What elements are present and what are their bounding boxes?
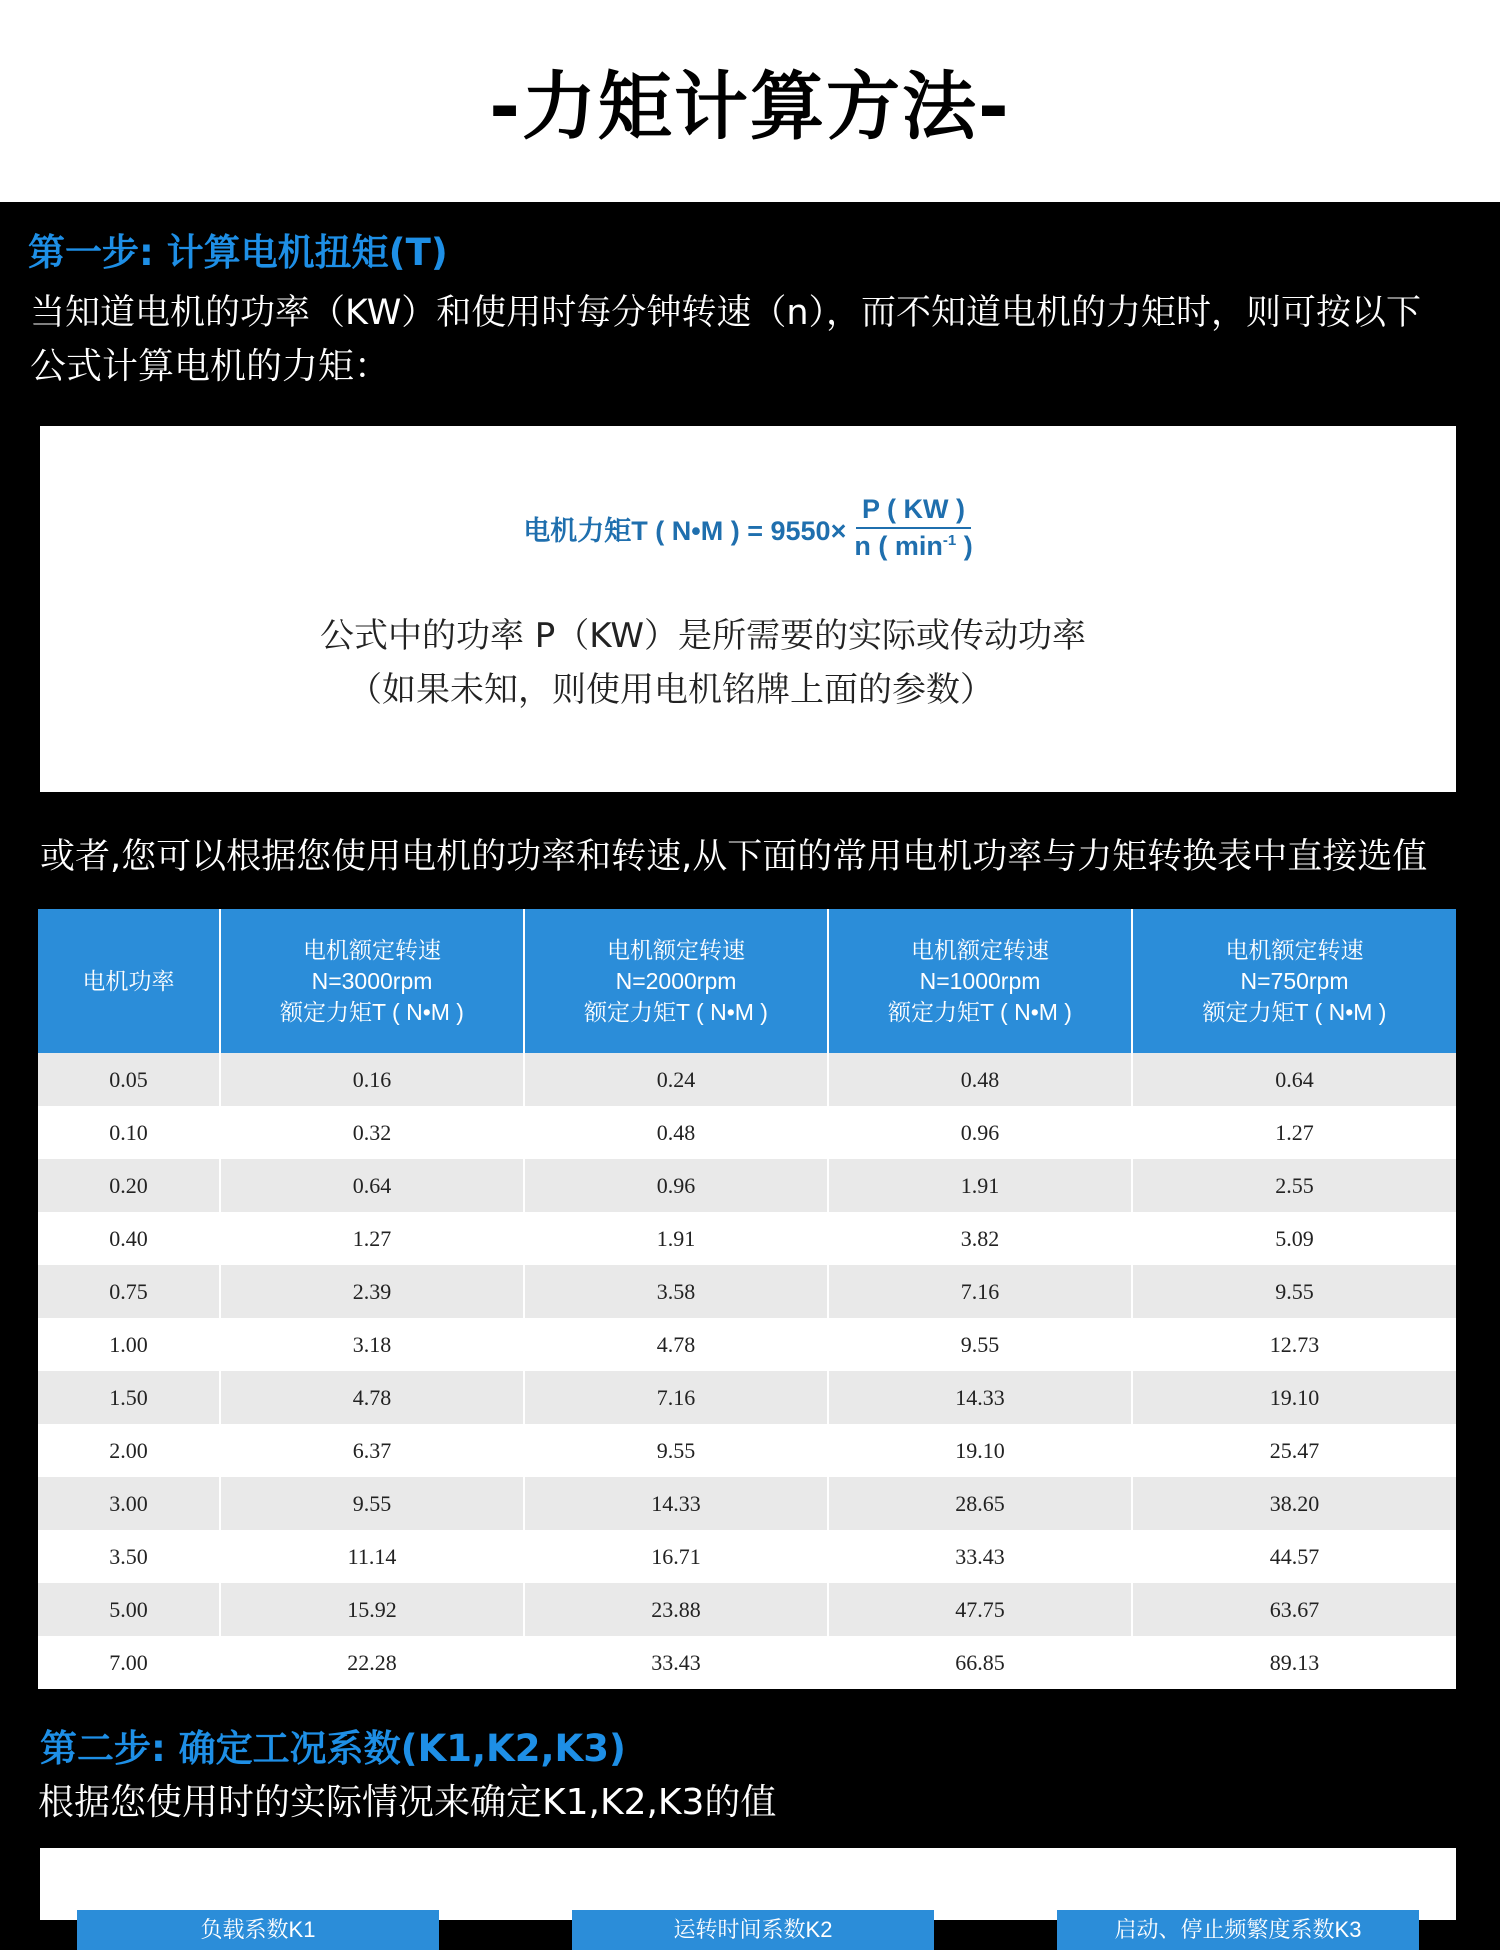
table-cell: 7.00 — [38, 1636, 220, 1689]
formula-fraction — [854, 494, 972, 562]
torque-table — [38, 909, 1456, 1673]
step2-title: 第二步: 确定工况系数(K1,K2,K3) — [40, 1727, 626, 1770]
table-row — [38, 1106, 1456, 1159]
table-cell: 0.16 — [220, 1053, 524, 1106]
table-cell: 9.55 — [220, 1477, 524, 1530]
table-cell: 23.88 — [524, 1583, 828, 1636]
table-cell: 16.71 — [524, 1530, 828, 1583]
formula-lhs: 电机力矩T ( N•M ) = 9550× — [523, 515, 847, 546]
table-cell: 3.82 — [828, 1212, 1132, 1265]
table-row — [38, 1583, 1456, 1636]
table-cell: 33.43 — [524, 1636, 828, 1689]
table-row — [38, 1159, 1456, 1212]
table-cell: 66.85 — [828, 1636, 1132, 1689]
table-row — [38, 1212, 1456, 1265]
header-1000rpm: 电机额定转速 N=1000rpm 额定力矩T ( N•M ) — [828, 909, 1132, 1053]
table-cell: 15.92 — [220, 1583, 524, 1636]
table-cell: 9.55 — [524, 1424, 828, 1477]
table-cell: 3.58 — [524, 1265, 828, 1318]
table-cell: 2.00 — [38, 1424, 220, 1477]
formula-den-exponent: -1 — [942, 532, 957, 549]
table-row — [38, 1424, 1456, 1477]
table-cell: 1.50 — [38, 1371, 220, 1424]
table-cell: 1.91 — [828, 1159, 1132, 1212]
table-cell: 14.33 — [524, 1477, 828, 1530]
formula-note-line1: 公式中的功率 P（KW）是所需要的实际或传动功率 — [320, 616, 1087, 656]
table-cell: 0.96 — [524, 1159, 828, 1212]
table-cell: 9.55 — [828, 1318, 1132, 1371]
table-cell: 0.75 — [38, 1265, 220, 1318]
table-cell: 6.37 — [220, 1424, 524, 1477]
table-cell: 19.10 — [1132, 1371, 1456, 1424]
formula-den-close: ) — [956, 531, 973, 561]
table-cell: 3.50 — [38, 1530, 220, 1583]
step1-intro-line2: 公式计算电机的力矩： — [30, 346, 391, 387]
table-cell: 0.48 — [524, 1106, 828, 1159]
table-cell: 0.64 — [1132, 1053, 1456, 1106]
table-cell: 0.05 — [38, 1053, 220, 1106]
table-cell: 0.20 — [38, 1159, 220, 1212]
table-cell: 5.09 — [1132, 1212, 1456, 1265]
table-cell: 19.10 — [828, 1424, 1132, 1477]
table-cell: 3.18 — [220, 1318, 524, 1371]
alt-selection-text: 或者,您可以根据您使用电机的功率和转速,从下面的常用电机功率与力矩转换表中直接选值 — [40, 837, 1428, 877]
table-cell: 47.75 — [828, 1583, 1132, 1636]
table-cell: 22.28 — [220, 1636, 524, 1689]
step1-title: 第一步: 计算电机扭矩(T) — [28, 231, 448, 274]
table-cell: 2.39 — [220, 1265, 524, 1318]
table-cell: 0.24 — [524, 1053, 828, 1106]
table-cell: 0.32 — [220, 1106, 524, 1159]
formula-numerator: P ( KW ) — [856, 494, 971, 529]
k1-label: 负载系数K1 — [77, 1910, 439, 1950]
k2-label: 运转时间系数K2 — [572, 1910, 934, 1950]
header-750rpm: 电机额定转速 N=750rpm 额定力矩T ( N•M ) — [1132, 909, 1456, 1053]
table-row — [38, 1636, 1456, 1689]
formula-den-base: n ( min — [854, 531, 943, 561]
coefficient-box — [40, 1848, 1456, 1942]
table-row — [38, 1265, 1456, 1318]
table-cell: 1.00 — [38, 1318, 220, 1371]
table-row — [38, 1530, 1456, 1583]
table-cell: 0.40 — [38, 1212, 220, 1265]
table-cell: 1.91 — [524, 1212, 828, 1265]
table-row — [38, 1371, 1456, 1424]
table-cell: 89.13 — [1132, 1636, 1456, 1689]
k3-label: 启动、停止频繁度系数K3 — [1057, 1910, 1419, 1950]
step1-intro-line1: 当知道电机的功率（KW）和使用时每分钟转速（n），而不知道电机的力矩时，则可按以下 — [30, 293, 1421, 333]
table-cell: 11.14 — [220, 1530, 524, 1583]
table-cell: 5.00 — [38, 1583, 220, 1636]
table-cell: 3.00 — [38, 1477, 220, 1530]
table-cell: 0.10 — [38, 1106, 220, 1159]
table-cell: 4.78 — [220, 1371, 524, 1424]
table-cell: 0.48 — [828, 1053, 1132, 1106]
page-title: -力矩计算方法- — [489, 64, 1011, 150]
table-cell: 4.78 — [524, 1318, 828, 1371]
table-cell: 7.16 — [524, 1371, 828, 1424]
table-cell: 14.33 — [828, 1371, 1132, 1424]
table-row — [38, 1053, 1456, 1106]
title-band — [0, 0, 1500, 202]
formula-box — [40, 426, 1456, 792]
table-header-row — [38, 909, 1456, 1053]
table-cell: 7.16 — [828, 1265, 1132, 1318]
table-cell: 2.55 — [1132, 1159, 1456, 1212]
formula-denominator — [854, 529, 972, 562]
table-cell: 12.73 — [1132, 1318, 1456, 1371]
table-cell: 1.27 — [220, 1212, 524, 1265]
table-cell: 0.64 — [220, 1159, 524, 1212]
table-cell: 63.67 — [1132, 1583, 1456, 1636]
table-cell: 1.27 — [1132, 1106, 1456, 1159]
formula-note-line2: （如果未知，则使用电机铭牌上面的参数） — [348, 670, 994, 710]
table-cell: 9.55 — [1132, 1265, 1456, 1318]
header-3000rpm: 电机额定转速 N=3000rpm 额定力矩T ( N•M ) — [220, 909, 524, 1053]
table-cell: 33.43 — [828, 1530, 1132, 1583]
table-cell: 44.57 — [1132, 1530, 1456, 1583]
table-cell: 28.65 — [828, 1477, 1132, 1530]
header-2000rpm: 电机额定转速 N=2000rpm 额定力矩T ( N•M ) — [524, 909, 828, 1053]
step2-intro: 根据您使用时的实际情况来确定K1,K2,K3的值 — [38, 1782, 777, 1823]
table-cell: 38.20 — [1132, 1477, 1456, 1530]
table-cell: 25.47 — [1132, 1424, 1456, 1477]
step1-intro — [30, 286, 1480, 394]
torque-formula — [40, 494, 1456, 562]
header-power: 电机功率 — [38, 909, 220, 1053]
table-cell: 0.96 — [828, 1106, 1132, 1159]
table-row — [38, 1318, 1456, 1371]
table-row — [38, 1477, 1456, 1530]
